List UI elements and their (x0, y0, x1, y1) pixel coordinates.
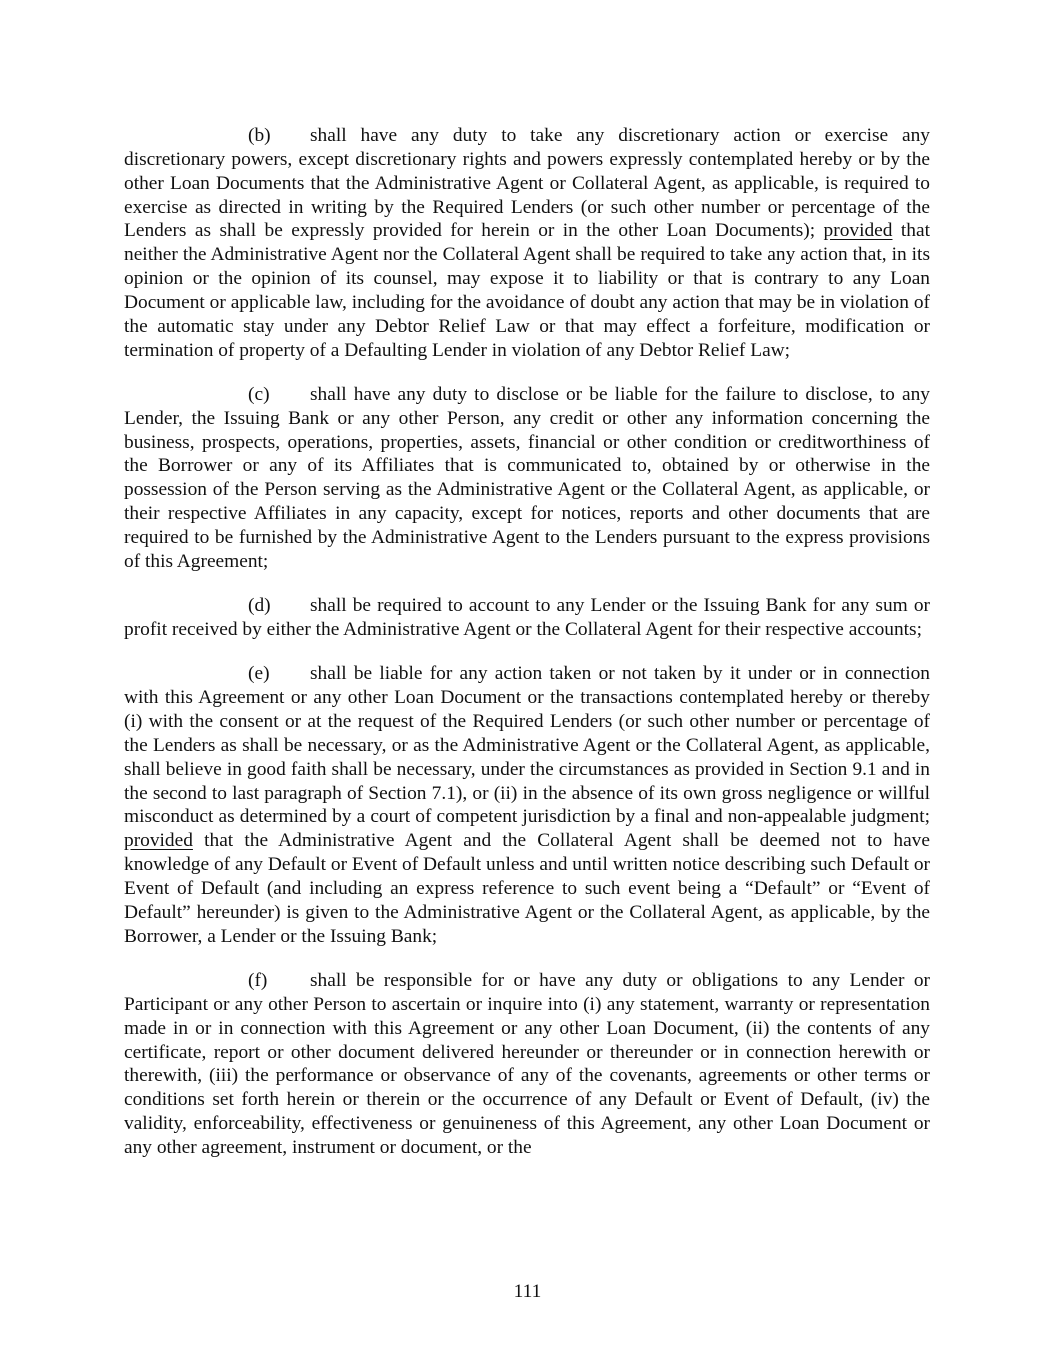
paragraph-marker: (b) (248, 125, 271, 146)
paragraph-text: shall have any duty to take any discretionary action or exercise any discretionary powers, except discretionary rights and powers expressly contemplated hereby or by the other Loan Documents that the Administrative Agent or Collateral Agent, as applicable, is required to exercise as directed in writing by the Required Lenders (or such other number or percentage of the Lenders as shall be expressly provided for herein or in the other Loan Documents); (124, 125, 930, 242)
paragraph-marker: (c) (248, 383, 270, 405)
document-body (124, 124, 930, 1180)
paragraph-f (124, 969, 930, 1160)
paragraph-marker: (f) (248, 970, 268, 991)
paragraph-c (124, 383, 930, 574)
paragraph-marker: (d) (248, 595, 271, 617)
paragraph-text: shall be liable for any action taken or not taken by it under or in connection with this Agreement or any other Loan Document or the transactions contemplated hereby or thereby (i) with the consent or at the request of the Required Lenders (or such other number or percentage of the Lenders as shall be necessary, or as the Administrative Agent or the Collateral Agent, as applicable, shall believe in good faith shall be necessary, under the circumstances as provided in Section 9.1 and in the second to last paragraph of Section 7.1), or (ii) in the absence of its own gross negligence or willful misconduct as determined by a court of competent jurisdiction by a final and non-appealable judgment; (124, 663, 930, 828)
paragraph-text: shall have any duty to disclose or be liable for the failure to disclose, to any Lender, the Issuing Bank or any other Person, any credit or other any information concerning the business, prospects, operations, properties, assets, financial or other condition or creditworthiness of the Borrower or any of its Affiliates that is communicated to, obtained by or otherwise in the possession of the Person serving as the Administrative Agent or the Collateral Agent, as applicable, or their respective Affiliates in any capacity, except for notices, reports and other documents that are required to be furnished by the Administrative Agent to the Lenders pursuant to the express provisions of this Agreement; (124, 383, 930, 572)
paragraph-text: that the Administrative Agent and the Collateral Agent shall be deemed not to have knowledge of any Default or Event of Default unless and until written notice describing such Default or Event of Default (and including an express reference to such event being a “Default” or “Event of Default” hereunder) is given to the Administrative Agent or the Collateral Agent, as applicable, by the Borrower, a Lender or the Issuing Bank; (124, 830, 930, 947)
provided-term: provided (823, 220, 893, 242)
provided-term: provided (124, 830, 193, 852)
paragraph-e (124, 662, 930, 948)
paragraph-b (124, 124, 930, 362)
paragraph-text: shall be responsible for or have any duty or obligations to any Lender or Participant or any other Person to ascertain or inquire into (i) any statement, warranty or representation made in or in connection with this Agreement or any other Loan Document, (ii) the contents of any certificate, report or other document delivered hereunder or thereunder or in connection herewith or therewith, (iii) the performance or observance of any of the covenants, agreements or other terms or conditions set forth herein or therein or the occurrence of any Default or Event of Default, (iv) the validity, enforceability, effectiveness or genuineness of this Agreement, any other Loan Document or any other agreement, instrument or document, or the (124, 970, 930, 1158)
paragraph-text: shall be required to account to any Lender or the Issuing Bank for any sum or profit received by either the Administrative Agent or the Collateral Agent for their respective accounts; (124, 595, 930, 641)
page-number: 111 (513, 1281, 542, 1302)
paragraph-d (124, 594, 930, 642)
paragraph-text: that neither the Administrative Agent nor the Collateral Agent shall be required to take any action that, in its opinion or the opinion of its counsel, may expose it to liability or that is contrary to any Loan Document or applicable law, including for the avoidance of doubt any action that may be in violation of the automatic stay under any Debtor Relief Law or that may effect a forfeiture, modification or termination of property of a Defaulting Lender in violation of any Debtor Relief Law; (124, 220, 930, 361)
paragraph-marker: (e) (248, 663, 270, 685)
